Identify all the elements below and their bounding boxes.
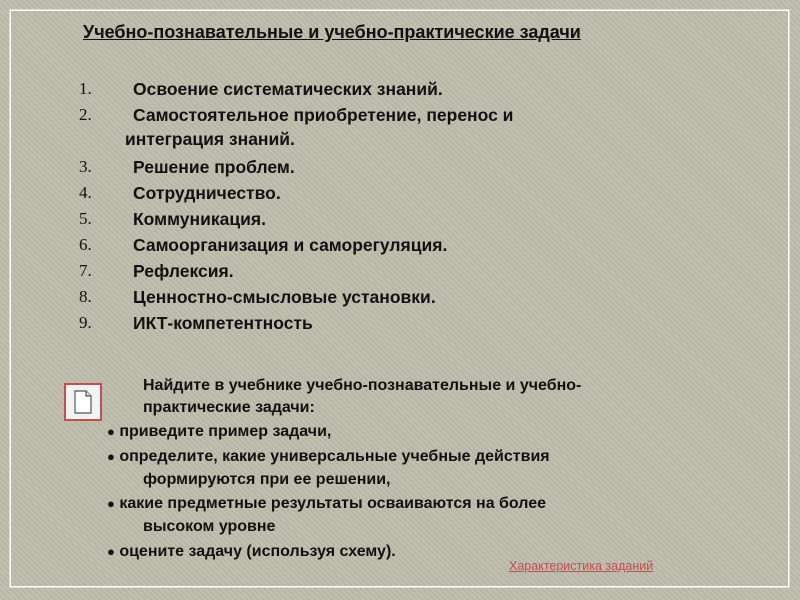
list-number: 5. xyxy=(79,209,92,228)
list-text: Коммуникация. xyxy=(133,209,266,229)
bullet-icon: ● xyxy=(107,544,115,559)
list-item xyxy=(70,286,710,312)
task-bullet-item xyxy=(107,422,331,442)
list-text: Решение проблем. xyxy=(133,157,295,177)
list-text: ИКТ-компетентность xyxy=(133,313,313,333)
list-number: 7. xyxy=(79,261,92,280)
list-text: Самостоятельное приобретение, перенос и xyxy=(133,105,514,125)
bullet-text: определите, какие универсальные учебные действия xyxy=(119,448,550,465)
list-item xyxy=(70,156,710,182)
bullet-text: приведите пример задачи, xyxy=(119,423,332,440)
bullet-text: какие предметные результаты осваиваются на более xyxy=(119,495,547,512)
list-text: Рефлексия. xyxy=(133,261,234,281)
list-item xyxy=(70,208,710,234)
task-bullet-item xyxy=(107,494,546,514)
task-intro: Найдите в учебнике учебно-познавательные и учебно- xyxy=(143,377,582,394)
bullet-text-cont: высоком уровне xyxy=(143,518,276,535)
bullet-text: оцените задачу (используя схему). xyxy=(119,543,396,560)
list-text: Освоение систематических знаний. xyxy=(133,79,443,99)
list-number: 8. xyxy=(79,287,92,306)
characteristics-link[interactable]: Характеристика заданий xyxy=(509,559,654,573)
list-item xyxy=(70,260,710,286)
bullet-icon: ● xyxy=(107,424,115,439)
task-intro-cont: практические задачи: xyxy=(143,399,315,416)
task-bullet-item xyxy=(107,542,396,562)
list-text: Ценностно-смысловые установки. xyxy=(133,287,436,307)
bullet-text-cont: формируются при ее решении, xyxy=(143,471,391,488)
task-bullet-item xyxy=(107,447,550,467)
list-text: Самоорганизация и саморегуляция. xyxy=(133,235,448,255)
list-number: 1. xyxy=(79,79,92,98)
list-number: 4. xyxy=(79,183,92,202)
document-icon[interactable] xyxy=(64,383,102,421)
list-item xyxy=(70,78,710,104)
list-text-continuation: интеграция знаний. xyxy=(125,129,295,149)
bullet-icon: ● xyxy=(107,449,115,464)
list-number: 9. xyxy=(79,313,92,332)
list-text: Сотрудничество. xyxy=(133,183,281,203)
slide-title: Учебно-познавательные и учебно-практические задачи xyxy=(83,22,581,42)
list-item xyxy=(70,104,710,156)
bullet-icon: ● xyxy=(107,496,115,511)
list-item xyxy=(70,312,710,338)
list-number: 3. xyxy=(79,157,92,176)
list-item xyxy=(70,182,710,208)
list-number: 2. xyxy=(79,105,92,124)
numbered-list xyxy=(70,78,710,338)
list-item xyxy=(70,234,710,260)
list-number: 6. xyxy=(79,235,92,254)
